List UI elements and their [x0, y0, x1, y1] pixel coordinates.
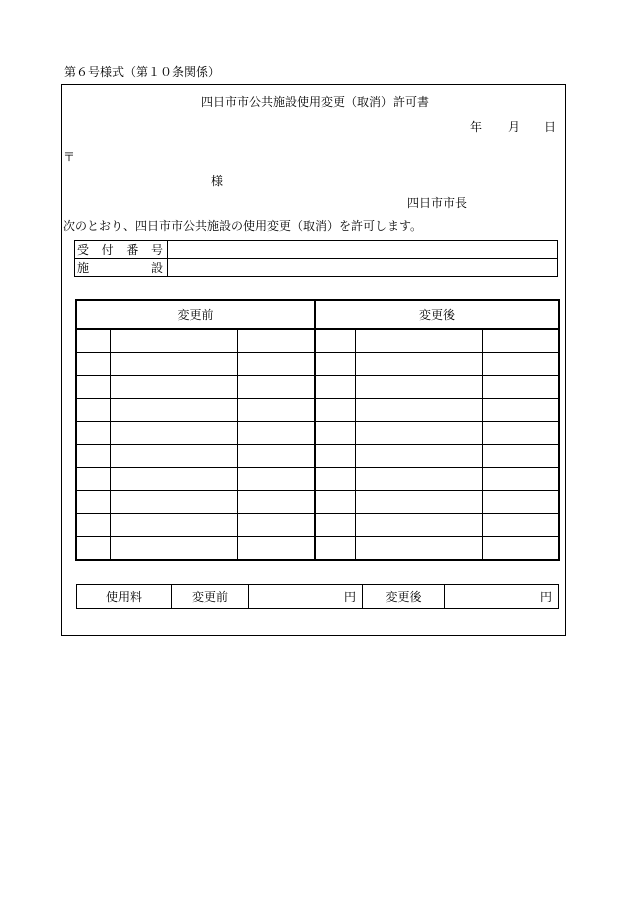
change-table-row [76, 468, 559, 491]
date-month-label: 月 [508, 120, 521, 134]
fee-before-amount[interactable] [249, 585, 363, 609]
fee-after-amount[interactable] [445, 585, 559, 609]
before-cell[interactable] [76, 422, 110, 445]
before-cell[interactable] [76, 329, 110, 353]
change-table-row [76, 491, 559, 514]
after-cell[interactable] [355, 329, 482, 353]
change-table-row [76, 399, 559, 422]
fee-before-label: 変更前 [172, 585, 249, 609]
change-table-row [76, 514, 559, 537]
postal-mark: 〒 [63, 150, 76, 164]
yen-unit-after: 円 [539, 590, 552, 604]
addressee-suffix: 様 [211, 174, 224, 188]
change-table-row [76, 445, 559, 468]
before-cell[interactable] [237, 445, 315, 468]
reception-number-field[interactable] [168, 241, 558, 259]
after-cell[interactable] [355, 445, 482, 468]
before-cell[interactable] [110, 422, 237, 445]
after-cell[interactable] [315, 491, 355, 514]
fee-row [77, 585, 559, 609]
after-cell[interactable] [315, 514, 355, 537]
after-cell[interactable] [315, 445, 355, 468]
after-cell[interactable] [355, 537, 482, 561]
reception-number-label: 受 付 番 号 [75, 241, 168, 259]
facility-field[interactable] [168, 259, 558, 277]
change-before-header: 変更前 [76, 300, 315, 329]
issuer-name: 四日市市長 [407, 196, 468, 210]
after-cell[interactable] [482, 329, 559, 353]
after-cell[interactable] [482, 399, 559, 422]
reception-number-row [75, 241, 558, 259]
before-cell[interactable] [110, 445, 237, 468]
date-day-label: 日 [544, 120, 557, 134]
change-table [75, 299, 560, 561]
permission-notice: 次のとおり、四日市市公共施設の使用変更（取消）を許可します。 [63, 219, 423, 233]
after-cell[interactable] [315, 399, 355, 422]
before-cell[interactable] [110, 491, 237, 514]
change-table-row [76, 329, 559, 353]
change-table-row [76, 376, 559, 399]
before-cell[interactable] [237, 491, 315, 514]
date-year-label: 年 [470, 120, 483, 134]
after-cell[interactable] [482, 445, 559, 468]
before-cell[interactable] [237, 376, 315, 399]
after-cell[interactable] [355, 468, 482, 491]
before-cell[interactable] [237, 399, 315, 422]
fee-table [76, 584, 559, 609]
before-cell[interactable] [110, 537, 237, 561]
before-cell[interactable] [110, 468, 237, 491]
info-table [74, 240, 558, 277]
before-cell[interactable] [76, 514, 110, 537]
after-cell[interactable] [355, 422, 482, 445]
after-cell[interactable] [315, 329, 355, 353]
after-cell[interactable] [315, 353, 355, 376]
after-cell[interactable] [482, 353, 559, 376]
after-cell[interactable] [482, 537, 559, 561]
before-cell[interactable] [110, 399, 237, 422]
before-cell[interactable] [110, 376, 237, 399]
after-cell[interactable] [315, 376, 355, 399]
after-cell[interactable] [482, 491, 559, 514]
before-cell[interactable] [76, 537, 110, 561]
after-cell[interactable] [482, 468, 559, 491]
document-title: 四日市市公共施設使用変更（取消）許可書 [200, 95, 429, 109]
before-cell[interactable] [110, 514, 237, 537]
before-cell[interactable] [76, 353, 110, 376]
yen-unit-before: 円 [343, 590, 356, 604]
before-cell[interactable] [237, 329, 315, 353]
before-cell[interactable] [110, 329, 237, 353]
change-table-row [76, 537, 559, 561]
before-cell[interactable] [76, 491, 110, 514]
after-cell[interactable] [355, 376, 482, 399]
after-cell[interactable] [482, 376, 559, 399]
before-cell[interactable] [76, 376, 110, 399]
change-after-header: 変更後 [315, 300, 559, 329]
change-table-row [76, 353, 559, 376]
before-cell[interactable] [237, 514, 315, 537]
after-cell[interactable] [355, 514, 482, 537]
before-cell[interactable] [76, 399, 110, 422]
after-cell[interactable] [355, 491, 482, 514]
before-cell[interactable] [237, 353, 315, 376]
after-cell[interactable] [482, 514, 559, 537]
after-cell[interactable] [315, 468, 355, 491]
before-cell[interactable] [76, 445, 110, 468]
fee-after-label: 変更後 [363, 585, 445, 609]
before-cell[interactable] [237, 422, 315, 445]
facility-row [75, 259, 558, 277]
form-number-label: 第６号様式（第１０条関係） [64, 65, 221, 79]
after-cell[interactable] [355, 399, 482, 422]
before-cell[interactable] [237, 468, 315, 491]
after-cell[interactable] [315, 422, 355, 445]
fee-label: 使用料 [77, 585, 172, 609]
after-cell[interactable] [315, 537, 355, 561]
facility-label: 施 設 [75, 259, 168, 277]
before-cell[interactable] [110, 353, 237, 376]
change-table-row [76, 422, 559, 445]
before-cell[interactable] [76, 468, 110, 491]
after-cell[interactable] [482, 422, 559, 445]
change-table-header [76, 300, 559, 329]
before-cell[interactable] [237, 537, 315, 561]
after-cell[interactable] [355, 353, 482, 376]
